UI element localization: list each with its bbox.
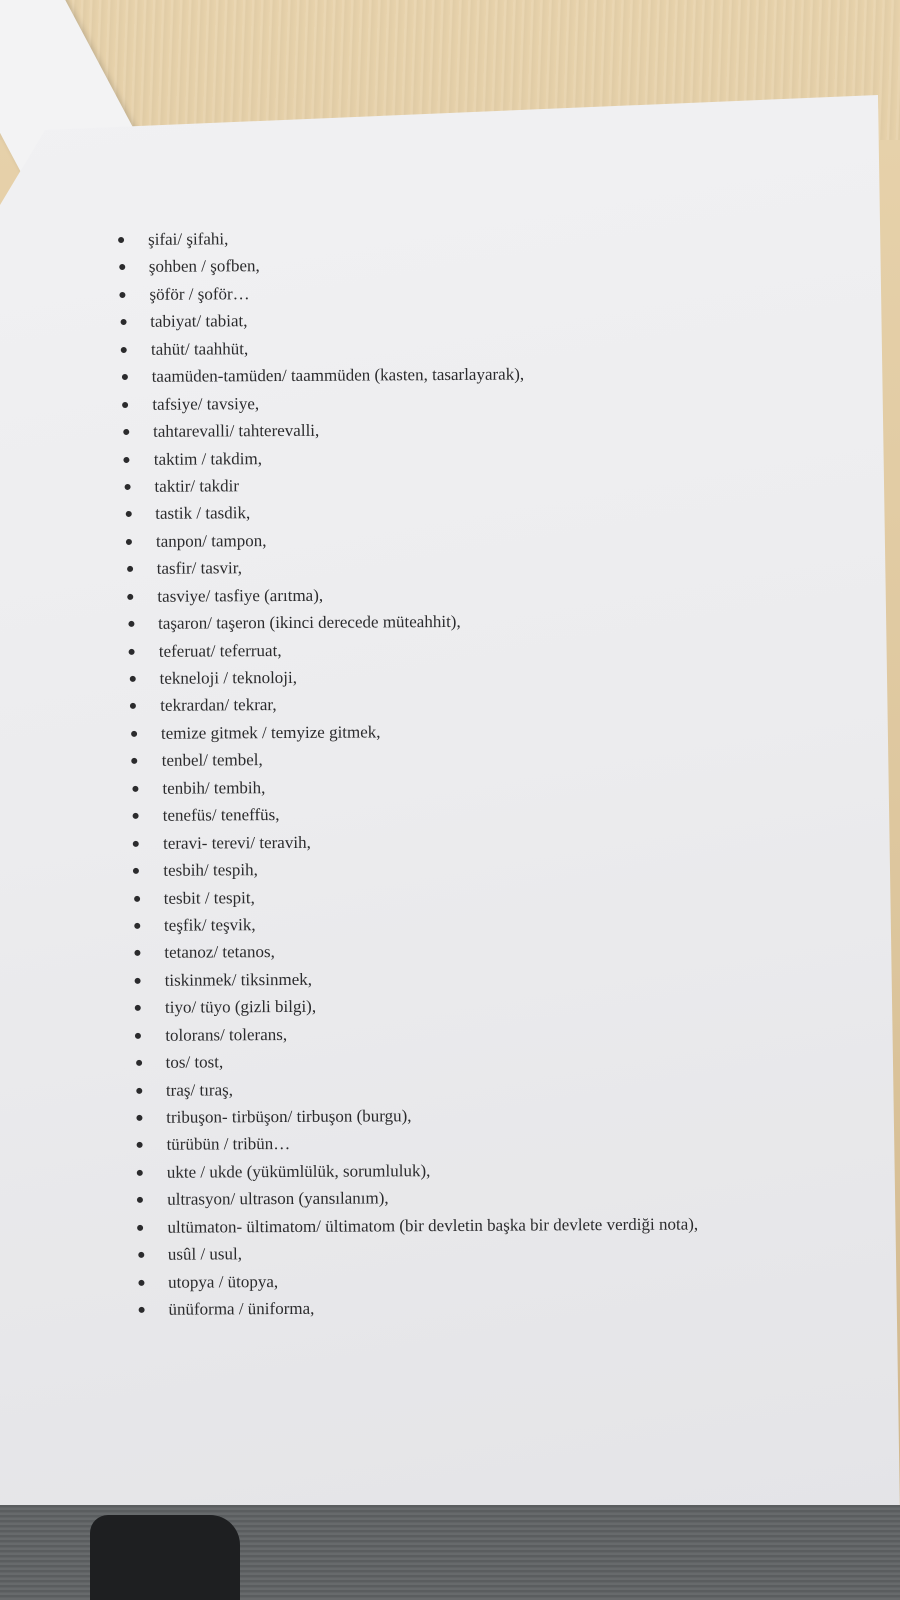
bullet-icon bbox=[124, 456, 130, 462]
bullet-icon bbox=[126, 539, 132, 545]
list-item bbox=[125, 497, 694, 528]
list-item-text: tanpon/ tampon, bbox=[155, 530, 267, 551]
list-item-text: tolorans/ tolerans, bbox=[165, 1024, 288, 1045]
list-item bbox=[133, 799, 696, 830]
list-item bbox=[119, 277, 692, 308]
list-item bbox=[132, 744, 696, 775]
bullet-icon bbox=[134, 895, 140, 901]
list-item bbox=[134, 908, 696, 939]
bullet-icon bbox=[137, 1170, 143, 1176]
bullet-icon bbox=[136, 1060, 142, 1066]
bullet-icon bbox=[133, 868, 139, 874]
list-item-text: tastik / tasdik, bbox=[155, 503, 251, 524]
list-item bbox=[129, 634, 695, 665]
list-item bbox=[127, 579, 694, 610]
bullet-icon bbox=[119, 292, 125, 298]
list-item-text: tribuşon- tirbüşon/ tirbuşon (burgu), bbox=[166, 1106, 412, 1127]
dark-object-foreground bbox=[90, 1515, 240, 1600]
list-item bbox=[128, 607, 695, 638]
list-item-text: tabiyat/ tabiat, bbox=[150, 311, 248, 332]
bullet-icon bbox=[136, 1115, 142, 1121]
bullet-icon bbox=[133, 841, 139, 847]
list-item bbox=[130, 689, 695, 720]
bullet-icon bbox=[122, 402, 128, 408]
bullet-icon bbox=[132, 786, 138, 792]
bullet-icon bbox=[130, 676, 136, 682]
bullet-icon bbox=[128, 621, 134, 627]
bullet-icon bbox=[131, 731, 137, 737]
list-item bbox=[122, 360, 693, 391]
list-item-text: tos/ tost, bbox=[165, 1052, 224, 1072]
list-item-text: tenefüs/ teneffüs, bbox=[162, 805, 280, 825]
bullet-icon bbox=[135, 1033, 141, 1039]
list-item bbox=[135, 1018, 697, 1049]
bullet-icon bbox=[134, 923, 140, 929]
list-item-text: taktim / takdim, bbox=[153, 448, 263, 469]
list-item-text: tasfir/ tasvir, bbox=[156, 558, 242, 579]
list-item-text: tesbih/ tespih, bbox=[163, 860, 258, 880]
list-item bbox=[138, 1293, 698, 1324]
bullet-icon bbox=[122, 374, 128, 380]
list-item bbox=[138, 1238, 699, 1269]
bullet-icon bbox=[120, 319, 126, 325]
bullet-icon bbox=[134, 950, 140, 956]
list-item-text: ukte / ukde (yükümlülük, sorumluluk), bbox=[166, 1160, 431, 1182]
list-item bbox=[131, 716, 695, 747]
bullet-icon bbox=[127, 566, 133, 572]
list-item bbox=[127, 552, 695, 583]
bullet-icon bbox=[133, 813, 139, 819]
list-item-text: tetanoz/ tetanos, bbox=[164, 942, 275, 963]
list-item bbox=[134, 936, 696, 967]
list-item bbox=[122, 387, 693, 418]
list-item-text: temize gitmek / temyize gitmek, bbox=[160, 722, 381, 743]
bullet-icon bbox=[127, 594, 133, 600]
list-item bbox=[137, 1155, 698, 1186]
bullet-icon bbox=[121, 347, 127, 353]
list-item-text: ultrasyon/ ultrason (yansılanım), bbox=[167, 1188, 389, 1210]
list-item bbox=[136, 1128, 697, 1159]
bullet-icon bbox=[125, 484, 131, 490]
bullet-icon bbox=[138, 1279, 144, 1285]
bullet-icon bbox=[132, 758, 138, 764]
bullet-icon bbox=[137, 1142, 143, 1148]
list-item bbox=[133, 854, 696, 885]
list-item bbox=[123, 415, 693, 446]
list-item-text: utopya / ütopya, bbox=[168, 1271, 279, 1292]
list-item bbox=[120, 305, 693, 336]
bullet-icon bbox=[119, 264, 125, 270]
list-item-text: tenbel/ tembel, bbox=[161, 750, 263, 771]
list-item bbox=[132, 771, 695, 802]
list-item-text: taşaron/ taşeron (ikinci derecede müteahhit), bbox=[158, 612, 461, 633]
bullet-icon bbox=[123, 429, 129, 435]
list-item-text: ultümaton- ültimatom/ ültimatom (bir devletin başka bir devlete verdiği nota), bbox=[167, 1214, 699, 1237]
list-item-text: tahtarevalli/ tahterevalli, bbox=[153, 420, 320, 441]
list-item bbox=[118, 222, 692, 253]
list-item-text: tesbit / tespit, bbox=[163, 887, 255, 908]
list-item bbox=[136, 1046, 698, 1077]
list-item bbox=[124, 442, 694, 473]
list-item-text: tiyo/ tüyo (gizli bilgi), bbox=[164, 997, 317, 1017]
list-item bbox=[135, 963, 697, 994]
bullet-icon bbox=[129, 648, 135, 654]
list-item-text: ünüforma / üniforma, bbox=[168, 1298, 315, 1319]
list-item bbox=[136, 1100, 697, 1131]
list-item bbox=[137, 1210, 698, 1241]
list-item-text: tekneloji / teknoloji, bbox=[159, 667, 298, 688]
bullet-icon bbox=[138, 1252, 144, 1258]
list-item-text: şifai/ şifahi, bbox=[148, 229, 229, 249]
list-item bbox=[124, 469, 693, 500]
list-item bbox=[137, 1183, 698, 1214]
list-item-text: şohben / şofben, bbox=[148, 256, 260, 277]
list-item bbox=[129, 661, 694, 692]
bullet-icon bbox=[136, 1087, 142, 1093]
list-item-text: tasviye/ tasfiye (arıtma), bbox=[157, 585, 324, 606]
list-item-text: şöför / şoför… bbox=[149, 284, 250, 304]
list-item-text: teşfik/ teşvik, bbox=[163, 915, 256, 935]
bullet-icon bbox=[135, 978, 141, 984]
list-item-text: tiskinmek/ tiksinmek, bbox=[164, 969, 313, 990]
list-item bbox=[126, 524, 694, 555]
list-item bbox=[138, 1265, 699, 1296]
list-item bbox=[136, 1073, 698, 1104]
list-item-text: usûl / usul, bbox=[167, 1244, 243, 1264]
list-item-text: tekrardan/ tekrar, bbox=[160, 695, 277, 716]
bullet-icon bbox=[138, 1307, 144, 1313]
list-item-text: teravi- terevi/ teravih, bbox=[163, 832, 311, 853]
list-item-text: tenbih/ tembih, bbox=[162, 777, 266, 798]
bullet-icon bbox=[125, 511, 131, 517]
word-list bbox=[118, 222, 699, 1323]
bullet-icon bbox=[137, 1197, 143, 1203]
bullet-icon bbox=[137, 1225, 143, 1231]
list-item bbox=[119, 250, 693, 281]
list-item-text: taktir/ takdir bbox=[154, 476, 240, 496]
list-item-text: taamüden-tamüden/ taammüden (kasten, tasarlayarak), bbox=[151, 364, 525, 386]
list-item-text: teferuat/ teferruat, bbox=[158, 640, 282, 661]
list-item-text: tafsiye/ tavsiye, bbox=[152, 393, 260, 414]
list-item bbox=[121, 332, 693, 363]
list-item-text: traş/ tıraş, bbox=[165, 1079, 234, 1100]
list-item bbox=[135, 991, 697, 1022]
list-item bbox=[133, 826, 696, 857]
bullet-icon bbox=[118, 237, 124, 243]
list-item bbox=[134, 881, 697, 912]
bullet-icon bbox=[130, 703, 136, 709]
bullet-icon bbox=[135, 1005, 141, 1011]
list-item-text: türübün / tribün… bbox=[166, 1134, 291, 1155]
list-item-text: tahüt/ taahhüt, bbox=[150, 338, 249, 359]
